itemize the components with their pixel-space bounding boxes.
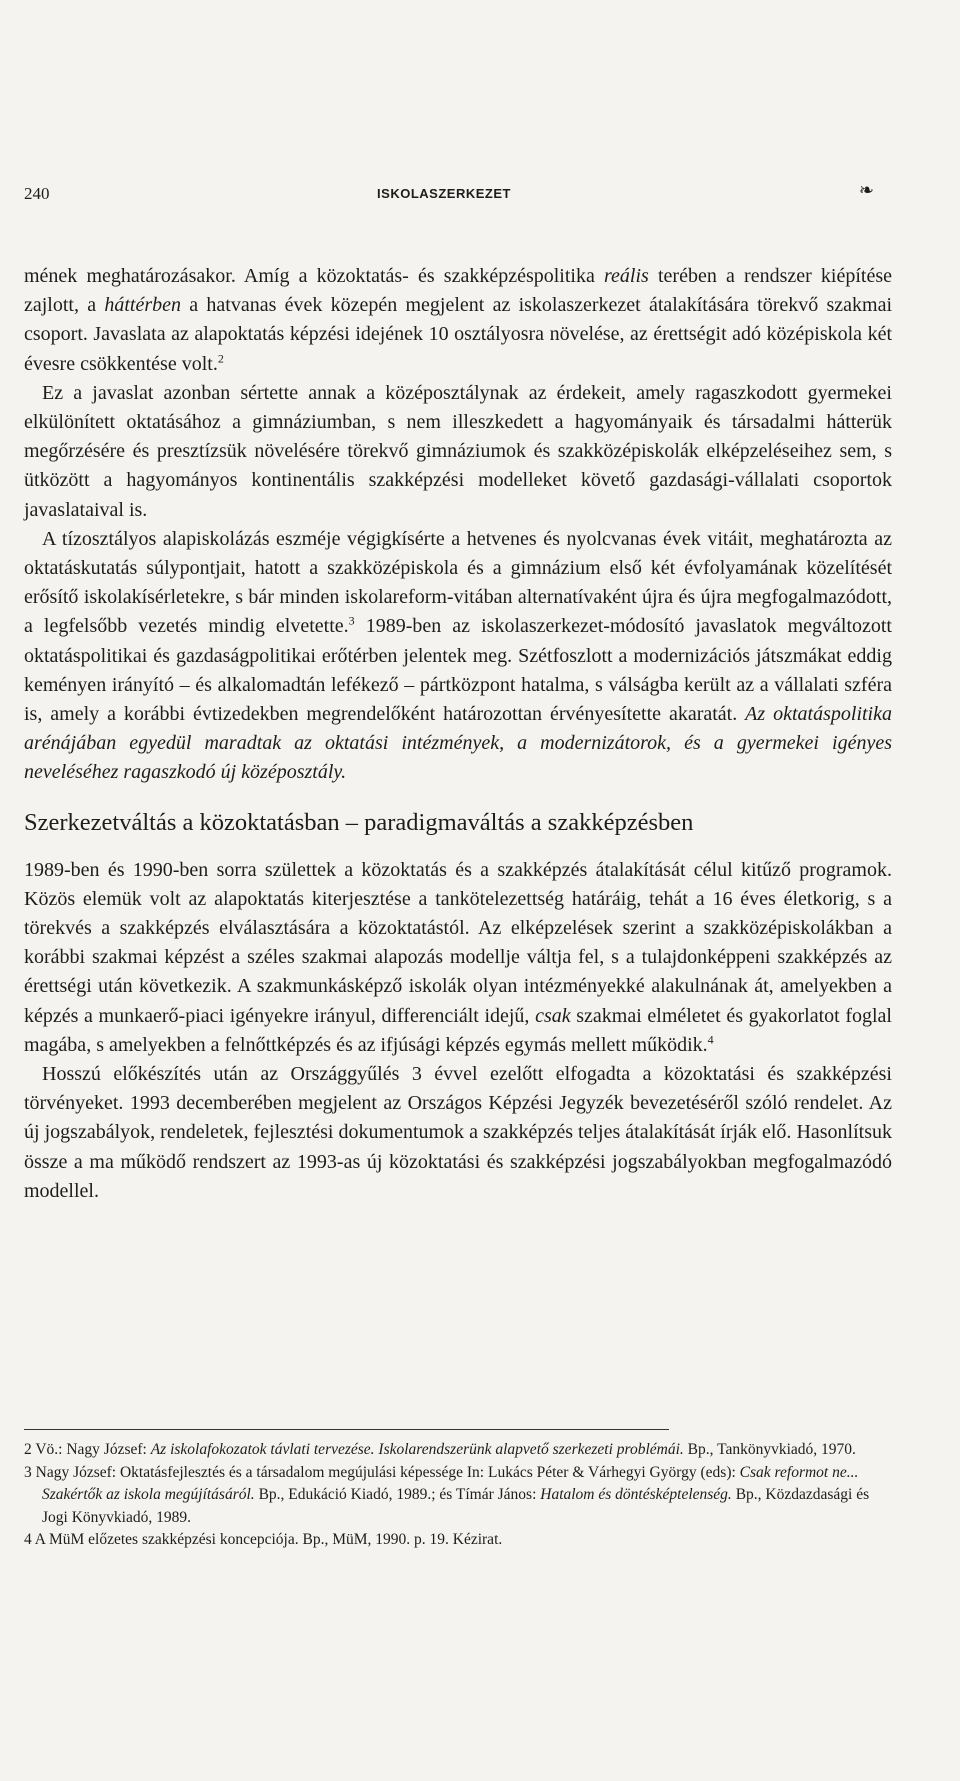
running-title: ISKOLASZERKEZET xyxy=(377,186,511,201)
text-run: 1989-ben az iskolaszerkezet-módosító javaslatok megváltozott oktatáspolitikai és gazdaságpolitikai erőtérben jelentek meg. Szétfoszlott a modernizációs játszmákat eddig keményen irányító – és alkalomadtán lefékező – pártközpont hatalma, s válságba került az a vállalati szféra is, amely a korábbi évtizedekben megrendelőként határozottan érvényesítette akaratát. xyxy=(24,615,892,726)
footnote-divider xyxy=(24,1429,669,1430)
main-text xyxy=(24,262,892,1206)
footnote-ref: 3 xyxy=(348,613,355,628)
paragraph-3 xyxy=(24,525,892,788)
text-run: szakmai elméletet és gyakorlatot foglal magába, s amelyekben a felnőttképzés és az ifjúsági képzés egymás mellett működik. xyxy=(24,1004,892,1056)
footnote-3 xyxy=(24,1462,892,1530)
running-header xyxy=(24,180,884,208)
text-run: mének meghatározásakor. Amíg a közoktatás- és szakképzéspolitika xyxy=(24,265,605,287)
footnote-2 xyxy=(24,1439,892,1462)
text-run: Bp., Tankönyvkiadó, 1970. xyxy=(683,1441,856,1458)
text-run: A tízosztályos alapiskolázás eszméje végigkísérte a hetvenes és nyolcvanas évek vitáit, meghatározta az oktatáskutatás súlypontjait, hatott a szakközépiskola és a gimnázium első két évfolyamának közelítését erősítő iskolakísérletekre, s bár minden iskolareform-vitában alternatívaként újra és újra megfogalmazódott, a legfelsőbb vezetés mindig elvetette. xyxy=(24,527,892,638)
emphasis: Hatalom és döntésképtelenség. xyxy=(540,1486,732,1503)
text-run: Bp., Közdazdasági és Jogi Könyvkiadó, 1989. xyxy=(42,1486,870,1526)
emphasis: reális xyxy=(604,265,649,287)
paragraph-5: Hosszú előkészítés után az Országgyűlés 3 évvel ezelőtt elfogadta a közoktatási és szakképzési törvényeket. 1993 decemberében megjelent az Országos Képzési Jegyzék bevezetéséről szóló rendelet. Az új jogszabályok, rendeletek, fejlesztési dokumentumok a szakképzés teljes átalakítását írják elő. Hasonlítsuk össze a ma működő rendszert az 1993-as új közoktatási és szakképzési jogszabályokban megfogalmazódó modellel. xyxy=(24,1063,892,1202)
section-heading: Szerkezetváltás a közoktatásban – paradigmaváltás a szakképzésben xyxy=(24,808,694,836)
footnote-ref: 4 xyxy=(707,1032,714,1047)
text-run: terében a rendszer kiépítése zajlott, a xyxy=(24,265,893,317)
paragraph-1 xyxy=(24,262,892,379)
text-run: Bp., Edukáció Kiadó, 1989.; és Tímár János: xyxy=(254,1486,541,1503)
emphasis: Csak reformot ne... Szakértők az iskola megújításáról. xyxy=(42,1463,859,1503)
text-run: 3 Nagy József: Oktatásfejlesztés és a társadalom megújulási képessége In: Lukács Péter & Várhegyi György (eds): xyxy=(24,1463,740,1481)
text-run: a hatvanas évek közepén megjelent az iskolaszerkezet átalakítására törekvő szakmai csoport. Javaslata az alapoktatás képzési idejének 10 osztályosra növelése, az érettségit adó középiskola két évesre csökkentése volt. xyxy=(24,294,893,375)
footnote-ref: 2 xyxy=(217,350,224,365)
page-number: 240 xyxy=(24,184,50,203)
paragraph-4 xyxy=(24,856,892,1060)
paragraph-2: Ez a javaslat azonban sértette annak a középosztálynak az érdekeit, amely ragaszkodott gyermekei elkülönített oktatásához a gimnáziumban, s nem illeszkedett a hagyományaik és társadalmi hátterük megőrzésére és presztízsük növelésére törekvő gimnáziumok és szakközépiskolák elképzeléseihez sem, s ütközött a hagyományos kontinentális szakképzési modelleket követő gazdasági-vállalati csoportok javaslataival is. xyxy=(24,381,892,521)
text-run: 1989-ben és 1990-ben sorra születtek a közoktatás és a szakképzés átalakítását célul kitűző programok. Közös elemük volt az alapoktatás kiterjesztése a tankötelezettség határáig, tehát a 16 éves életkorig, s a törekvés a szakképzés elválasztására a közoktatástól. Az elképzelések szerint a szakközépiskolákban a korábbi szakmai képzést a széles szakmai alapozás modellje váltja fel, s a tulajdonképpeni szakképzés az érettségi után következik. A szakmunkásképző iskolák olyan intézményekké alakulnának át, amelyekben a képzés a munkaerő-piaci igényekre irányul, differenciált idejű, xyxy=(24,858,892,1027)
emphasis: háttérben xyxy=(104,294,182,317)
emphasis: Az iskolafokozatok távlati tervezése. Iskolarendszerünk alapvető szerkezeti problémái. xyxy=(150,1441,684,1458)
footnote-4: 4 A MüM előzetes szakképzési koncepciója. Bp., MüM, 1990. p. 19. Kézirat. xyxy=(24,1531,503,1548)
ornament-icon: ❧ xyxy=(858,180,874,200)
footnotes xyxy=(24,1439,892,1552)
emphasis: csak xyxy=(535,1004,571,1027)
text-run: 2 Vö.: Nagy József: xyxy=(24,1441,151,1458)
emphasis: Az oktatáspolitika arénájában egyedül maradtak az oktatási intézmények, a modernizátorok, és a gyermekei igényes neveléséhez ragaszkodó új középosztály. xyxy=(24,703,892,784)
